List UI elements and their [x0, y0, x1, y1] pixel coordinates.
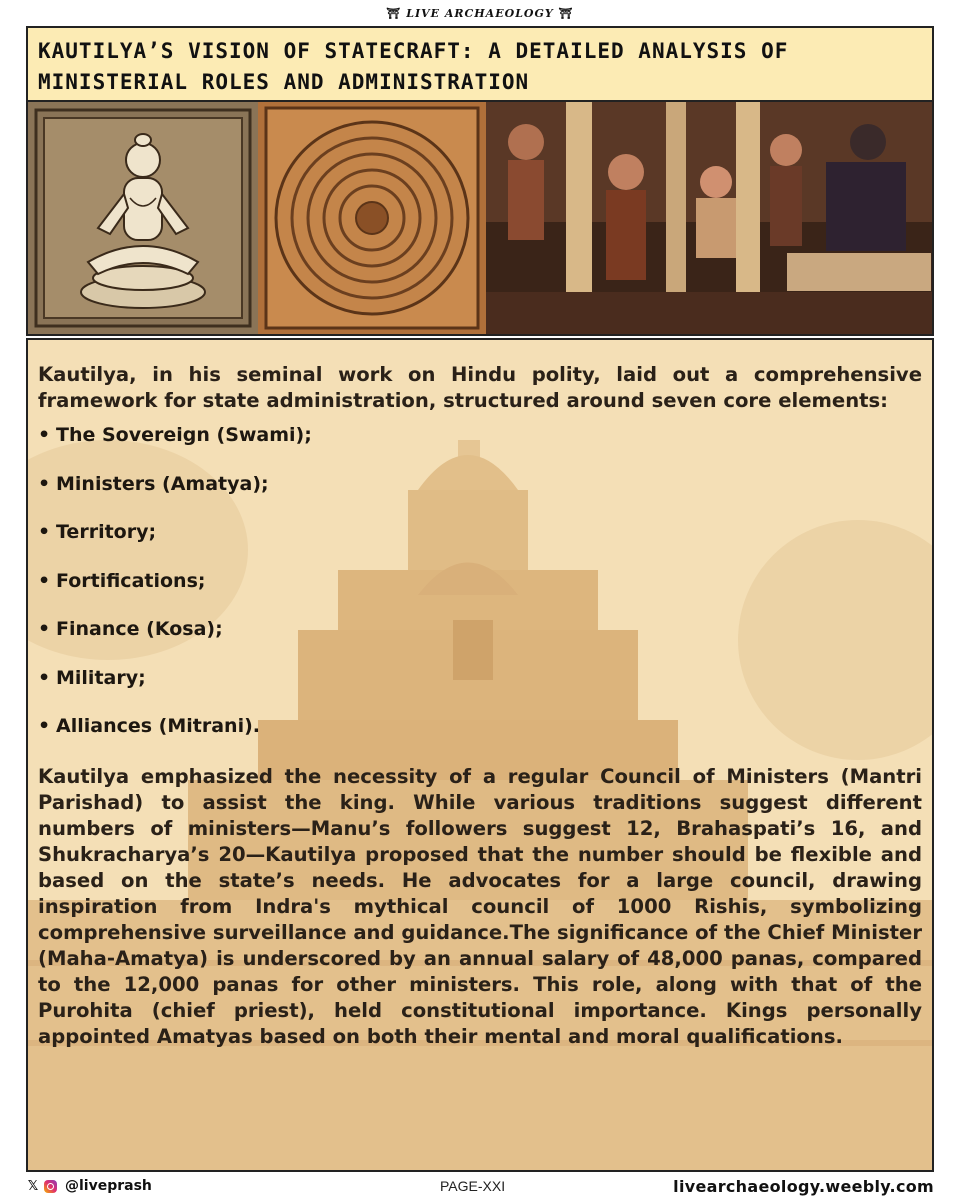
list-item: • Alliances (Mitrani). [38, 713, 922, 762]
bullet-icon: • [38, 521, 51, 543]
website-link[interactable]: livearchaeology.weebly.com [673, 1176, 934, 1196]
brand-header [0, 4, 960, 24]
royal-court-painting [486, 102, 932, 334]
temple-icon: ⛩ [386, 7, 402, 20]
bullet-icon: • [38, 666, 51, 689]
list-item: • Ministers (Amatya); [38, 471, 922, 520]
bullet-icon: • [38, 618, 51, 640]
list-item: • Finance (Kosa); [38, 616, 922, 665]
list-item: • Territory; [38, 519, 922, 568]
list-item: • Fortifications; [38, 568, 922, 617]
brand-name: LIVE ARCHAEOLOGY [406, 7, 554, 20]
bullet-icon: • [38, 715, 51, 737]
social-handle[interactable] [26, 1178, 152, 1194]
page-number: PAGE-XXI [440, 1178, 506, 1194]
list-item: • The Sovereign (Swami); [38, 422, 922, 471]
footer [26, 1172, 934, 1200]
bullet-icon: • [38, 569, 51, 592]
intro-paragraph: Kautilya, in his seminal work on Hindu polity, laid out a comprehensive framework for state administration, structured around seven core elements: [38, 363, 922, 412]
page-title: KAUTILYA’S VISION OF STATECRAFT: A DETAILED ANALYSIS OF MINISTERIAL ROLES AND ADMINISTRATION [38, 39, 789, 94]
article-panel [26, 338, 934, 1172]
image-strip [26, 102, 934, 336]
core-elements-list [38, 422, 922, 762]
circular-mandala-engraving [258, 102, 486, 334]
body-paragraph: Kautilya emphasized the necessity of a regular Council of Ministers (Mantri Parishad) to assist the king. While various traditions suggest different numbers of ministers—Manu’s followers suggest 12, Brahaspati’s 16, and Shukracharya’s 20—Kautilya proposed that the number should be flexible and based on the state’s needs. He advocates for a large council, drawing inspiration from Indra's mythical council of 1000 Rishis, symbolizing comprehensive surveillance and guidance.The significance of the Chief Minister (Maha-Amatya) is underscored by an annual salary of 48,000 panas, compared to the 12,000 panas for other ministers. This role, along with that of the Purohita (chief priest), held constitutional importance. Kings personally appointed Amatyas based on both their mental and moral qualifications. [38, 764, 922, 1048]
handle-text: @liveprash [65, 1178, 152, 1194]
seated-sage-illustration [28, 102, 258, 334]
temple-icon: ⛩ [558, 7, 574, 20]
title-banner [26, 26, 934, 102]
bullet-icon: • [38, 472, 51, 495]
x-icon: 𝕏 [27, 1178, 39, 1194]
instagram-icon [44, 1180, 57, 1193]
bullet-icon: • [38, 424, 51, 446]
list-item: • Military; [38, 665, 922, 714]
